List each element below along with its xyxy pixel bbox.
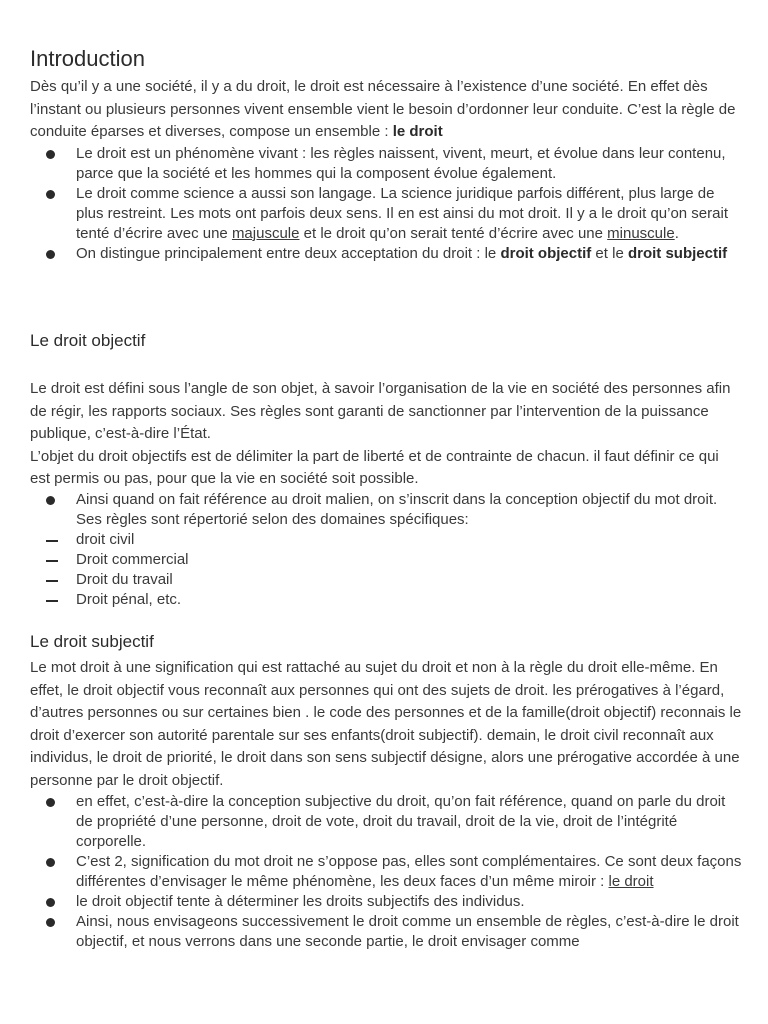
heading-droit-subjectif: Le droit subjectif (30, 632, 154, 651)
list-item (30, 144, 742, 184)
list-item: Droit commercial (30, 550, 742, 570)
list-item (30, 490, 742, 530)
list-item-text: . (674, 225, 679, 242)
heading-introduction: Introduction (30, 46, 145, 71)
list-item (30, 244, 742, 264)
list-item: Droit du travail (30, 570, 742, 590)
list-item-text: C’est 2, signification du mot droit ne s’oppose pas, elles sont complémentaires. Ce sont deux façons différentes d’envisager le même phénomène, les deux faces d’un même miroir : (76, 853, 742, 890)
bold-term: droit subjectif (627, 245, 728, 262)
objectif-paragraph: Le droit est défini sous l’angle de son objet, à savoir l’organisation de la vie en société des personnes afin de régir, les rapports sociaux. Ses règles sont garanti de sanctionner par l’intervention de la puissance publique, c’est-à-dire l’État. L’objet du droit objectifs est de délimiter la part de liberté et de contrainte de chacun. il faut définir ce qui est permis ou pas, pour que la vie en société soit possible. (30, 380, 731, 487)
intro-paragraph-bold: le droit (392, 123, 443, 140)
list-item (30, 184, 742, 244)
list-item-text: Le droit comme science a aussi son langage. La science juridique parfois différent, plus large de plus restreint. Les mots ont parfois deux sens. Il en est ainsi du mot droit. Il y a le droit qu’on serait tenté d’écrire avec une (76, 185, 728, 242)
underlined-word: majuscule (231, 225, 300, 242)
list-item-text: et le (591, 245, 628, 262)
list-item-text: Ainsi, nous envisageons successivement le droit comme un ensemble de règles, c’est-à-dire le droit objectif, et nous verrons dans une seconde partie, le droit envisager comme (76, 913, 739, 950)
underlined-word: le droit (608, 873, 654, 890)
intro-paragraph-text: Dès qu’il y a une société, il y a du droit, le droit est nécessaire à l’existence d’une société. En effet dès l’instant ou plusieurs personnes vivent ensemble vient le besoin d’ordonner leur conduite. C’est la règle de conduite éparses et diverses, compose un ensemble : (30, 78, 736, 140)
intro-paragraph (30, 76, 742, 144)
list-item-text: Le droit est un phénomène vivant : les règles naissent, vivent, meurt, et évolue dans leur contenu, parce que la société et les hommes qui la composent évolue également. (76, 145, 726, 182)
list-item: Droit pénal, etc. (30, 590, 742, 610)
heading-droit-objectif: Le droit objectif (30, 331, 146, 350)
list-item-text: On distingue principalement entre deux acceptation du droit : le (76, 245, 501, 262)
domain-dash-list (30, 530, 742, 610)
list-item-text: le droit objectif tente à déterminer les droits subjectifs des individus. (76, 893, 525, 910)
objectif-bullet-list (30, 490, 742, 530)
underlined-word: minuscule (607, 225, 675, 242)
list-item (30, 792, 742, 852)
bold-term: droit objectif (500, 245, 592, 262)
list-item: droit civil (30, 530, 742, 550)
list-item (30, 892, 742, 912)
list-item-text: en effet, c’est-à-dire la conception subjective du droit, qu’on fait référence, quand on parle du droit de propriété d’une personne, droit de vote, droit du travail, droit de la vie, droit de l’intégrité corporelle. (76, 793, 726, 850)
subjectif-bullet-list (30, 792, 742, 952)
list-item (30, 912, 742, 952)
subjectif-paragraph: Le mot droit à une signification qui est rattaché au sujet du droit et non à la règle du droit elle-même. En effet, le droit objectif vous reconnaît aux personnes qui ont des sujets de droit. les prérogatives à l’égard, d’autres personnes ou sur certaines bien . le code des personnes et de la famille(droit objectif) reconnais le droit d’exercer son autorité parentale sur ses enfants(droit subjectif). demain, le droit civil reconnaît aux individus, le droit de priorité, le droit dans son sens subjectif désigne, alors une prérogative accordée à une personne par le droit objectif. (30, 659, 742, 789)
intro-bullet-list (30, 144, 742, 264)
list-item-text: et le droit qu’on serait tenté d’écrire avec une (299, 225, 608, 242)
list-item-text: Ainsi quand on fait référence au droit malien, on s’inscrit dans la conception objectif du mot droit. Ses règles sont répertorié selon des domaines spécifiques: (76, 491, 718, 528)
list-item (30, 852, 742, 892)
